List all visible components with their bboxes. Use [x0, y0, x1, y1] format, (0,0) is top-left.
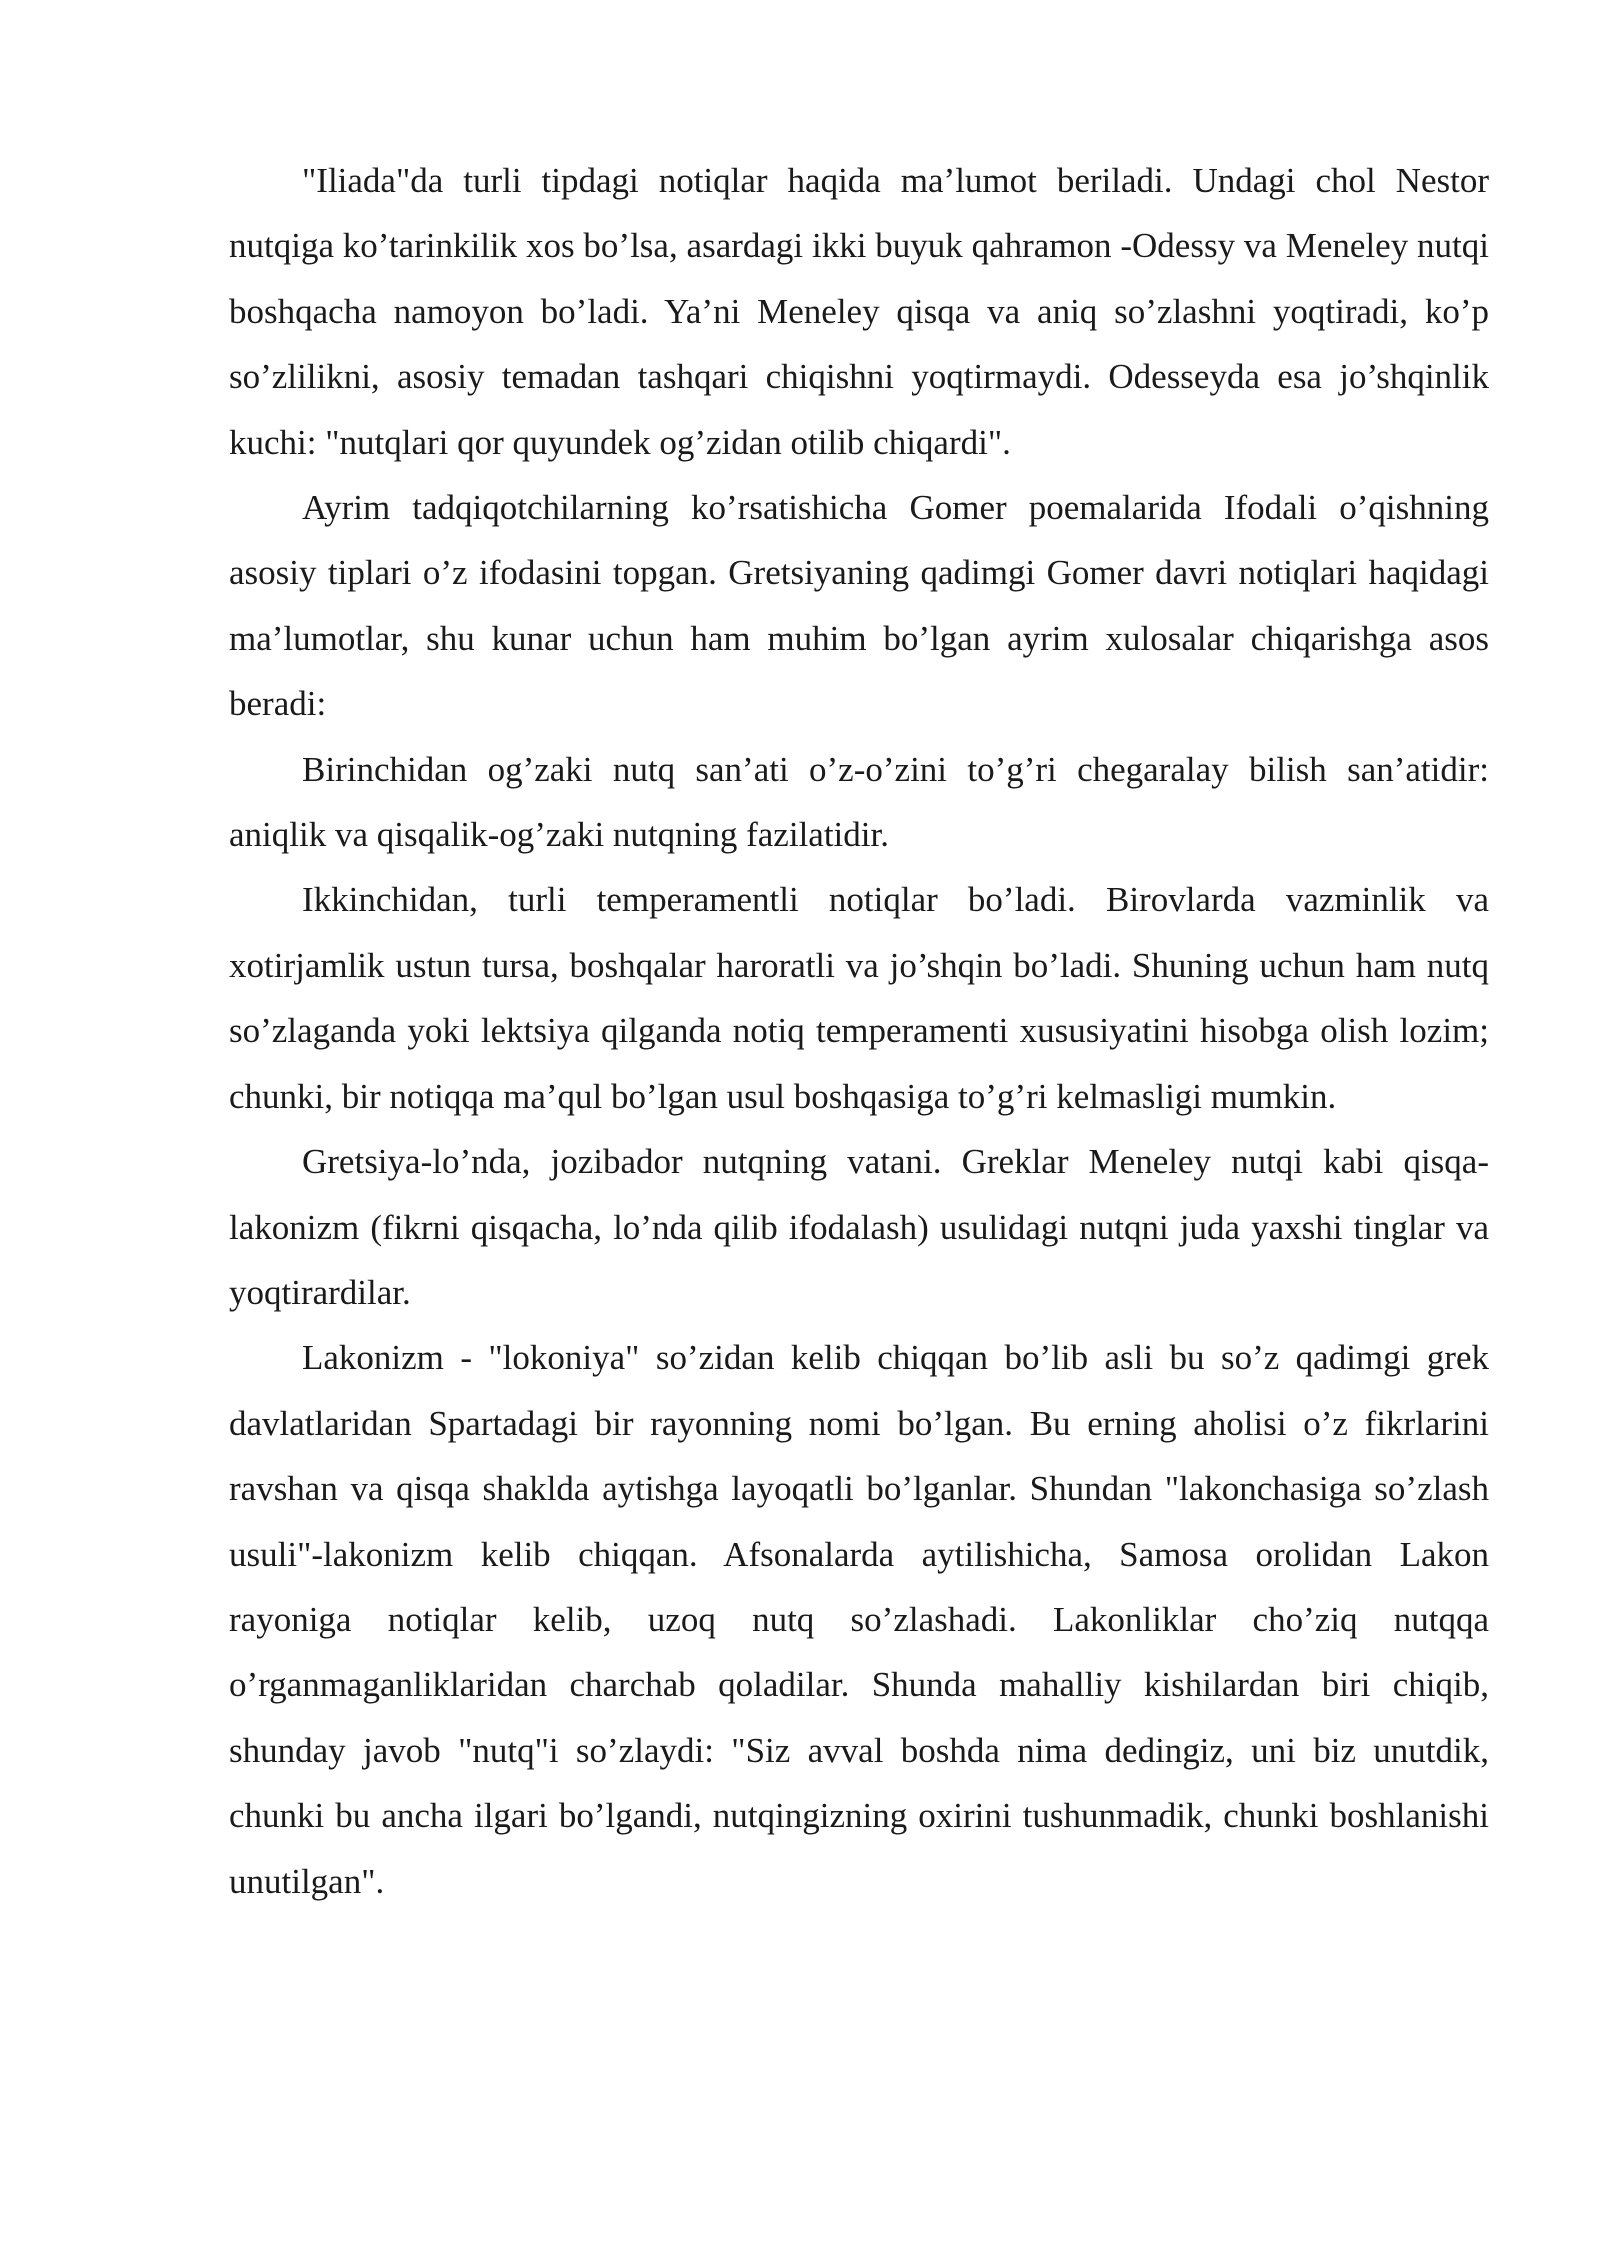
paragraph-5: Gretsiya-lo’nda, jozibador nutqning vatani. Greklar Meneley nutqi kabi qisqa-lakonizm (fikrni qisqacha, lo’nda qilib ifodalash) usulidagi nutqni juda yaxshi tinglar va yoqtirardilar.: [229, 1142, 1489, 1312]
paragraph-6: Lakonizm - "lokoniya" so’zidan kelib chiqqan bo’lib asli bu so’z qadimgi grek davlatlaridan Spartadagi bir rayonning nomi bo’lgan. Bu erning aholisi o’z fikrlarini ravshan va qisqa shaklda aytishga layoqatli bo’lganlar. Shundan "lakonchasiga so’zlash usuli"-lakonizm kelib chiqqan. Afsonalarda aytilishicha, Samosa orolidan Lakon rayoniga notiqlar kelib, uzoq nutq so’zlashadi. Lakonliklar cho’ziq nutqqa o’rganmaganliklaridan charchab qoladilar. Shunda mahalliy kishilardan biri chiqib, shunday javob "nutq"i so’zlaydi: "Siz avval boshda nima dedingiz, uni biz unutdik, chunki bu ancha ilgari bo’lgandi, nutqingizning oxirini tushunmadik, chunki boshlanishi unutilgan".: [229, 1338, 1489, 1901]
body-text: [229, 148, 1489, 1914]
paragraph-4: Ikkinchidan, turli temperamentli notiqlar bo’ladi. Birovlarda vazminlik va xotirjamlik ustun tursa, boshqalar haroratli va jo’shqin bo’ladi. Shuning uchun ham nutq so’zlaganda yoki lektsiya qilganda notiq temperamenti xususiyatini hisobga olish lozim; chunki, bir notiqqa ma’qul bo’lgan usul boshqasiga to’g’ri kelmasligi mumkin.: [229, 880, 1489, 1116]
paragraph-3: Birinchidan og’zaki nutq san’ati o’z-o’zini to’g’ri chegaralay bilish san’atidir: aniqlik va qisqalik-og’zaki nutqning fazilatidir.: [229, 749, 1489, 855]
paragraph-2: Ayrim tadqiqotchilarning ko’rsatishicha Gomer poemalarida Ifodali o’qishning asosiy tiplari o’z ifodasini topgan. Gretsiyaning qadimgi Gomer davri notiqlari haqidagi ma’lumotlar, shu kunar uchun ham muhim bo’lgan ayrim xulosalar chiqarishga asos beradi:: [229, 488, 1489, 724]
paragraph-1: "Iliada"da turli tipdagi notiqlar haqida ma’lumot beriladi. Undagi chol Nestor nutqiga ko’tarinkilik xos bo’lsa, asardagi ikki buyuk qahramon -Odessy va Meneley nutqi boshqacha namoyon bo’ladi. Ya’ni Meneley qisqa va aniq so’zlashni yoqtiradi, ko’p so’zlilikni, asosiy temadan tashqari chiqishni yoqtirmaydi. Odesseyda esa jo’shqinlik kuchi: "nutqlari qor quyundek og’zidan otilib chiqardi".: [229, 161, 1489, 462]
